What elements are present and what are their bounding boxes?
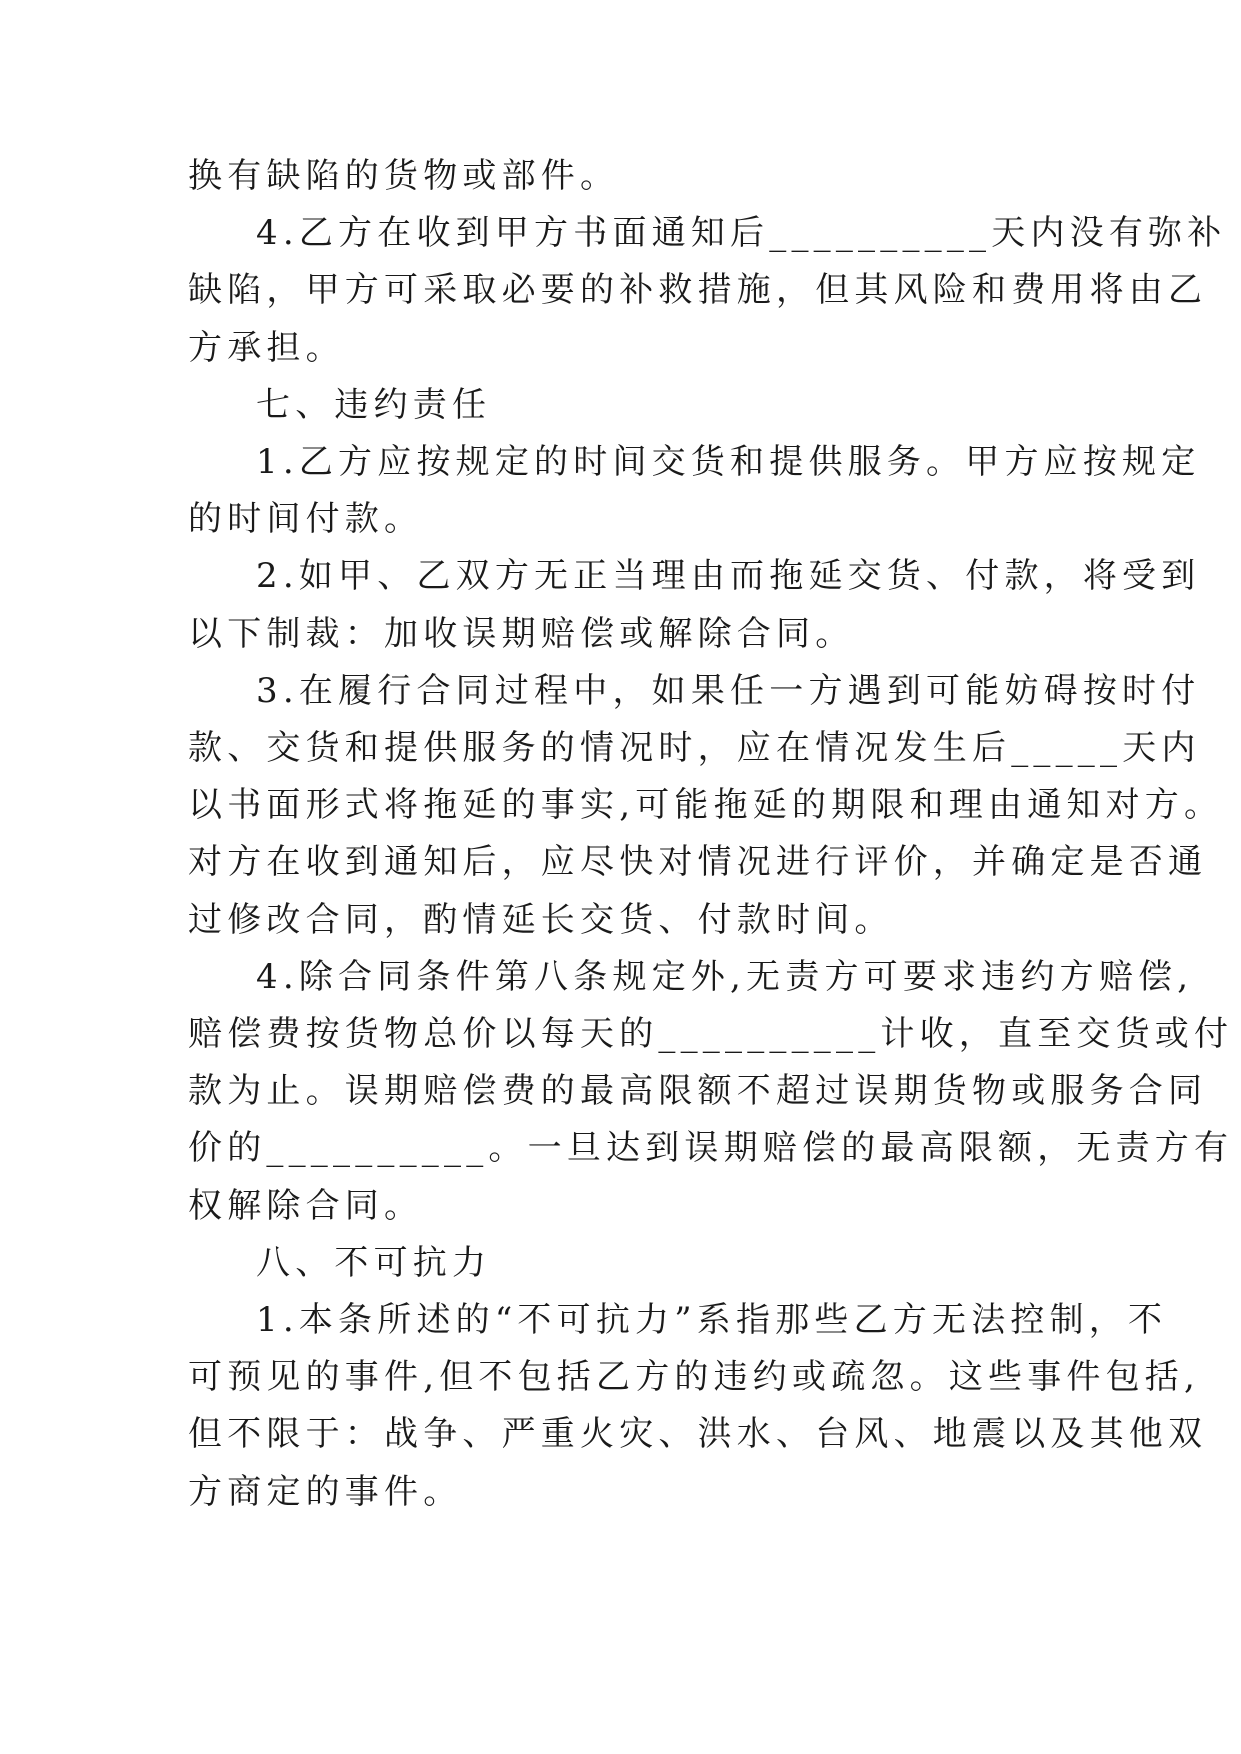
text-line: 4.乙方在收到甲方书面通知后__________天内没有弥补 — [256, 213, 1227, 254]
text-line: 过修改合同，酌情延长交货、付款时间。 — [188, 899, 894, 940]
text-line: 可预见的事件,但不包括乙方的违约或疏忽。这些事件包括, — [188, 1357, 1201, 1398]
text-line: 1.本条所述的“不可抗力”系指那些乙方无法控制，不 — [256, 1300, 1168, 1340]
text-line: 1.乙方应按规定的时间交货和提供服务。甲方应按规定 — [256, 442, 1201, 482]
text-line: 3.在履行合同过程中，如果任一方遇到可能妨碍按时付 — [256, 670, 1201, 711]
text-line: 以下制裁：加收误期赔偿或解除合同。 — [188, 613, 855, 654]
section-heading: 八、不可抗力 — [256, 1242, 492, 1283]
text-line: 换有缺陷的货物或部件。 — [188, 156, 620, 196]
text-line: 缺陷，甲方可采取必要的补救措施，但其风险和费用将由乙 — [188, 270, 1208, 311]
text-line: 对方在收到通知后，应尽快对情况进行评价，并确定是否通 — [188, 842, 1208, 883]
text-line: 以书面形式将拖延的事实,可能拖延的期限和理由通知对方。 — [188, 785, 1224, 826]
text-line: 款为止。误期赔偿费的最高限额不超过误期货物或服务合同 — [188, 1071, 1208, 1112]
text-line: 赔偿费按货物总价以每天的__________计收，直至交货或付 — [188, 1014, 1234, 1054]
text-line: 方承担。 — [188, 327, 345, 368]
text-line: 方商定的事件。 — [188, 1471, 463, 1512]
section-heading: 七、违约责任 — [256, 384, 492, 425]
text-line: 但不限于：战争、严重火灾、洪水、台风、地震以及其他双 — [188, 1414, 1208, 1455]
text-line: 款、交货和提供服务的情况时，应在情况发生后_____天内 — [188, 728, 1201, 768]
text-line: 的时间付款。 — [188, 499, 424, 540]
text-line: 4.除合同条件第八条规定外,无责方可要求违约方赔偿, — [256, 956, 1194, 997]
text-line: 权解除合同。 — [188, 1185, 424, 1226]
text-line: 2.如甲、乙双方无正当理由而拖延交货、付款，将受到 — [256, 556, 1201, 597]
text-line: 价的__________。一旦达到误期赔偿的最高限额，无责方有 — [188, 1128, 1234, 1169]
